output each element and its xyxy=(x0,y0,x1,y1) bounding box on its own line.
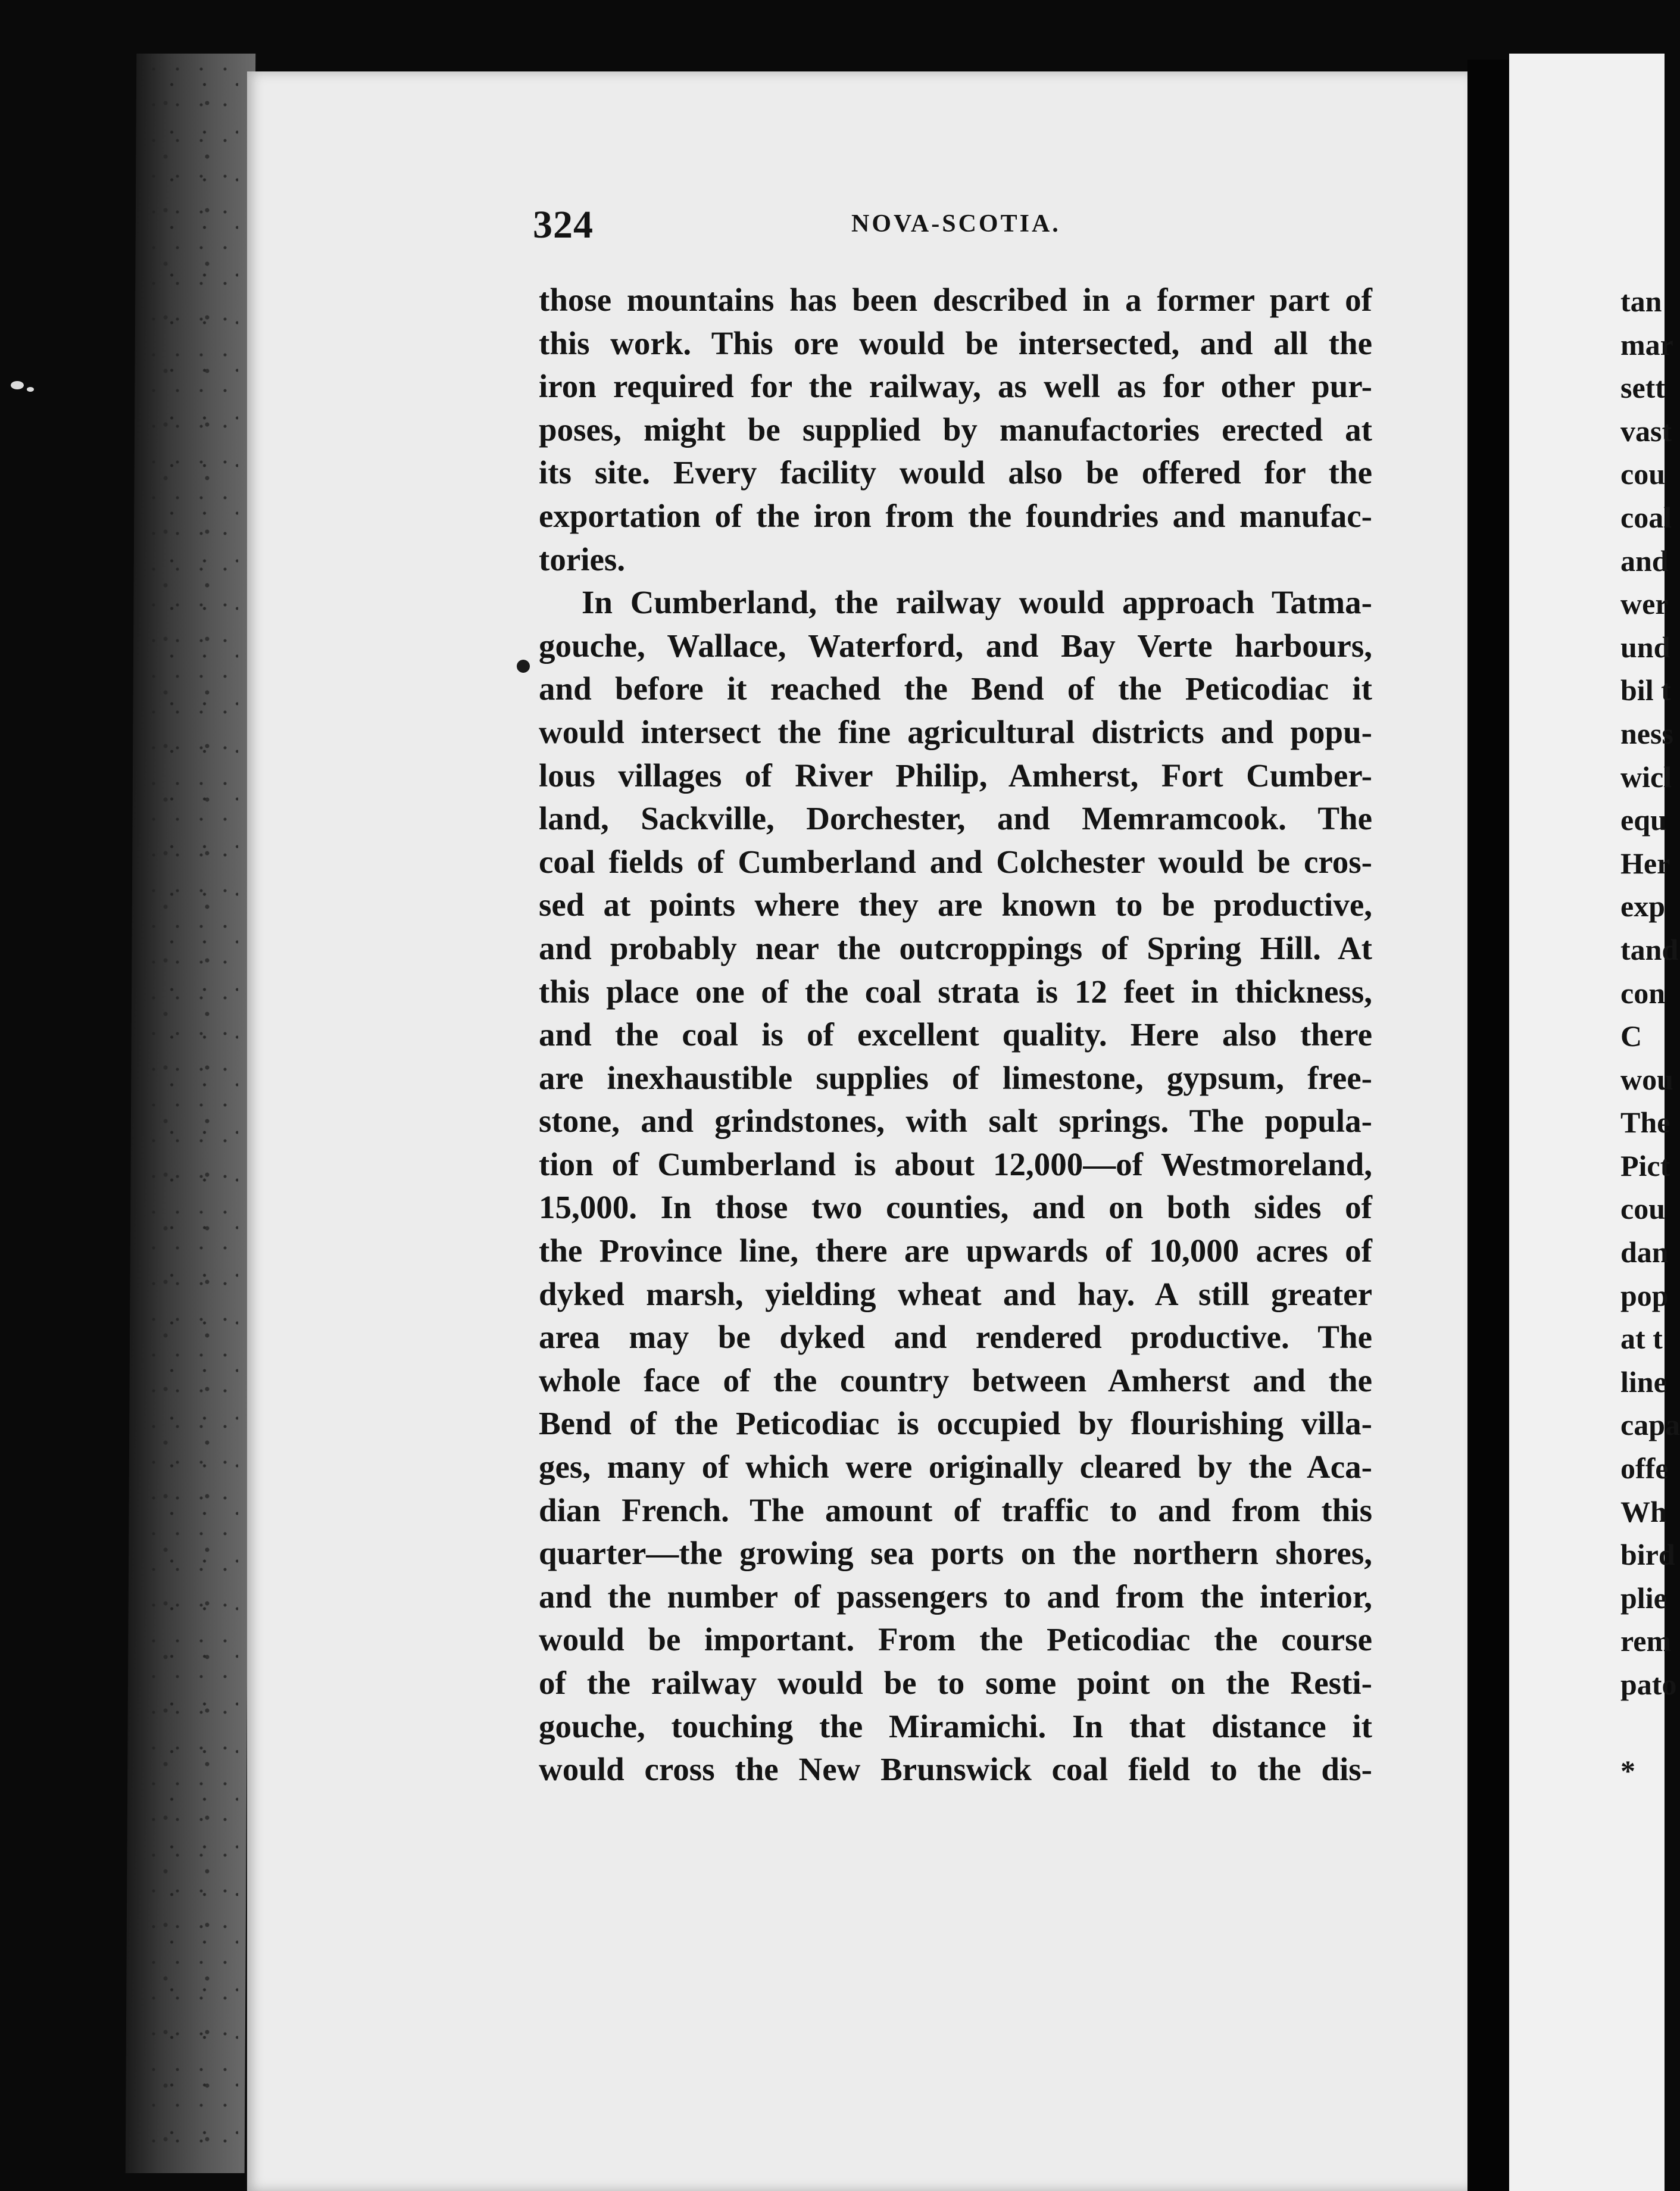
text-line: land, Sackville, Dorchester, and Memramcook. The xyxy=(539,800,1372,837)
text-line: of the railway would be to some point on the Resti- xyxy=(539,1665,1372,1701)
facing-text-fragment: mar xyxy=(1620,327,1673,361)
page-body-text xyxy=(539,279,1372,1791)
text-line: ges, many of which were originally cleared by the Aca- xyxy=(539,1449,1372,1485)
facing-text-fragment: vast xyxy=(1620,414,1672,448)
facing-text-fragment: bil t xyxy=(1620,673,1671,707)
facing-text-fragment: wicl xyxy=(1620,760,1672,794)
facing-text-fragment: Pict xyxy=(1620,1148,1670,1182)
text-line: tion of Cumberland is about 12,000—of Westmoreland, xyxy=(539,1146,1372,1182)
facing-text-fragment: wou xyxy=(1620,1062,1673,1096)
text-line: the Province line, there are upwards of 10,000 acres of xyxy=(539,1232,1372,1269)
facing-text-fragment: sett xyxy=(1620,371,1665,405)
text-line: iron required for the railway, as well as for other pur- xyxy=(539,368,1372,405)
facing-text-fragment: cou xyxy=(1620,457,1665,491)
text-line: In Cumberland, the railway would approach Tatma- xyxy=(582,584,1372,621)
facing-text-fragment: exp xyxy=(1620,889,1665,923)
text-line: sed at points where they are known to be productive, xyxy=(539,887,1372,923)
facing-text-fragment: The xyxy=(1620,1106,1670,1140)
text-line: stone, and grindstones, with salt springs. The popula- xyxy=(539,1103,1372,1140)
facing-text-fragment: at t xyxy=(1620,1322,1663,1356)
facing-text-fragment: dan xyxy=(1620,1235,1669,1269)
text-line: are inexhaustible supplies of limestone, gypsum, free- xyxy=(539,1059,1372,1096)
facing-text-fragment: pop xyxy=(1620,1278,1669,1312)
facing-page-text xyxy=(1620,280,1680,1793)
facing-text-fragment: cou xyxy=(1620,1192,1665,1226)
facing-text-fragment: * xyxy=(1620,1754,1635,1788)
facing-text-fragment: tand xyxy=(1620,932,1679,966)
text-line: its site. Every facility would also be offered for the xyxy=(539,454,1372,491)
text-line: tories. xyxy=(539,541,626,578)
facing-text-fragment: capa xyxy=(1620,1408,1680,1442)
facing-text-fragment: rem xyxy=(1620,1624,1672,1658)
text-line: Bend of the Peticodiac is occupied by flourishing villa- xyxy=(539,1405,1372,1442)
facing-text-fragment xyxy=(1620,1706,1668,1750)
facing-text-fragment: tan xyxy=(1620,285,1662,318)
text-line: quarter—the growing sea ports on the northern shores, xyxy=(539,1535,1372,1572)
text-line: would cross the New Brunswick coal field to the dis- xyxy=(539,1751,1372,1788)
facing-text-fragment: equ xyxy=(1620,803,1667,837)
facing-text-fragment: C xyxy=(1620,1019,1642,1053)
facing-text-fragment: pato xyxy=(1620,1668,1677,1701)
facing-text-fragment: Her xyxy=(1620,846,1670,880)
facing-text-fragment: coal xyxy=(1620,500,1672,534)
binding-texture xyxy=(149,65,238,2149)
text-line: coal fields of Cumberland and Colchester would be cros- xyxy=(539,843,1372,880)
text-line: gouche, Wallace, Waterford, and Bay Verte harbours, xyxy=(539,627,1372,664)
facing-text-fragment: wer xyxy=(1620,587,1669,621)
text-line: and before it reached the Bend of the Peticodiac it xyxy=(539,670,1372,707)
text-line: this work. This ore would be intersected, and all the xyxy=(539,324,1372,361)
facing-text-fragment: offe xyxy=(1620,1452,1669,1485)
ink-blot-mark xyxy=(517,660,530,673)
page-gutter xyxy=(1467,60,1509,2191)
text-line: would be important. From the Peticodiac the course xyxy=(539,1621,1372,1658)
text-line: 15,000. In those two counties, and on both sides of xyxy=(539,1189,1372,1226)
text-line: whole face of the country between Amherst and the xyxy=(539,1362,1372,1399)
text-line: and the coal is of excellent quality. Here also there xyxy=(539,1016,1372,1053)
facing-text-fragment: line xyxy=(1620,1365,1667,1399)
facing-text-fragment: con xyxy=(1620,976,1665,1010)
text-line: and probably near the outcroppings of Spring Hill. At xyxy=(539,929,1372,966)
text-line: gouche, touching the Miramichi. In that distance it xyxy=(539,1708,1372,1744)
text-line: and the number of passengers to and from the interior, xyxy=(539,1578,1372,1615)
facing-text-fragment: Wh xyxy=(1620,1494,1667,1528)
margin-speck xyxy=(27,387,34,392)
text-line: dyked marsh, yielding wheat and hay. A still greater xyxy=(539,1275,1372,1312)
text-line: poses, might be supplied by manufactories erected at xyxy=(539,411,1372,448)
text-line: exportation of the iron from the foundries and manufac- xyxy=(539,497,1372,534)
text-line: this place one of the coal strata is 12 feet in thickness, xyxy=(539,973,1372,1010)
facing-text-fragment: bird xyxy=(1620,1538,1675,1572)
facing-text-fragment: and xyxy=(1620,544,1669,578)
text-line: lous villages of River Philip, Amherst, Fort Cumber- xyxy=(539,757,1372,794)
facing-text-fragment: ness xyxy=(1620,716,1673,750)
facing-text-fragment: und xyxy=(1620,630,1670,664)
page-number: 324 xyxy=(533,203,594,246)
text-line: area may be dyked and rendered productive. The xyxy=(539,1319,1372,1356)
text-line: dian French. The amount of traffic to and from this xyxy=(539,1491,1372,1528)
text-line: would intersect the fine agricultural districts and popu- xyxy=(539,713,1372,750)
facing-text-fragment: plie xyxy=(1620,1581,1667,1615)
text-line: those mountains has been described in a former part of xyxy=(539,282,1372,318)
running-head: NOVA-SCOTIA. xyxy=(851,210,1061,238)
margin-speck xyxy=(11,381,24,389)
